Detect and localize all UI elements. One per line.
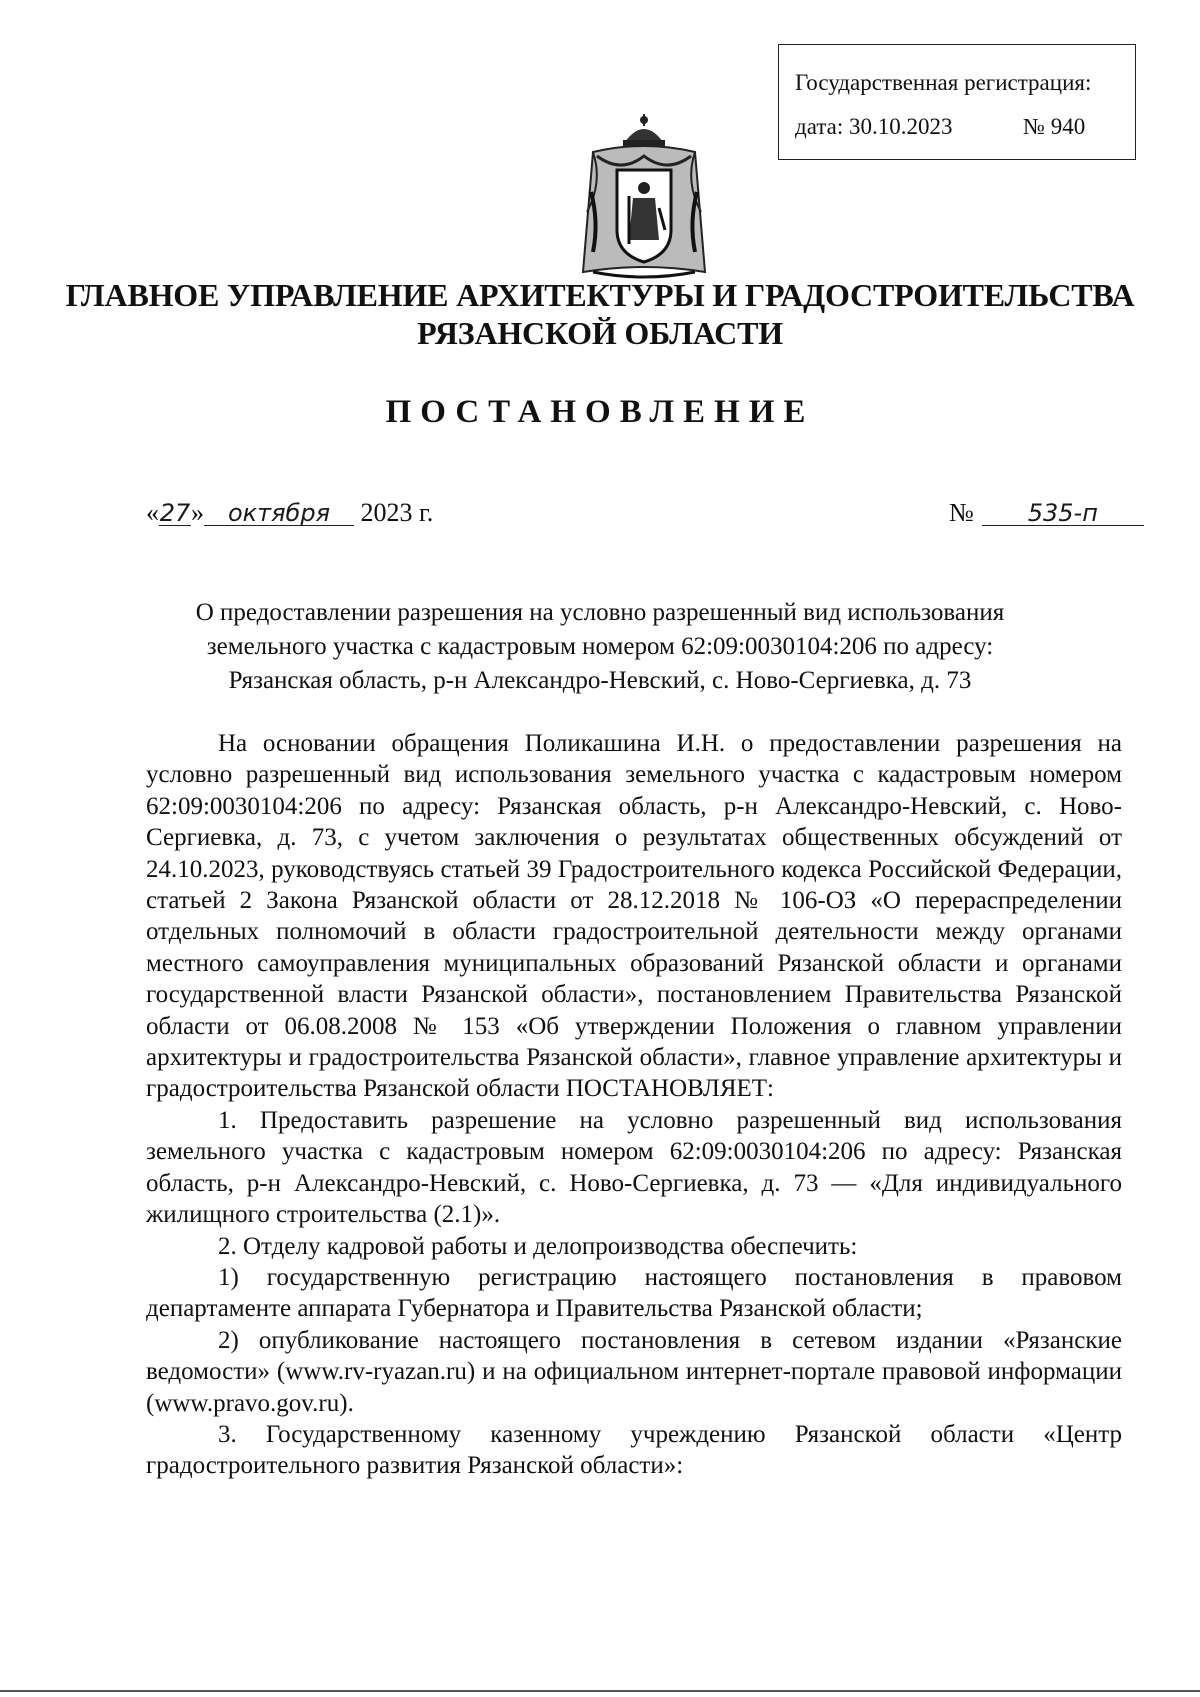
subject-line: земельного участка с кадастровым номером 62:09:0030104:206 по адресу:	[206, 633, 994, 660]
document-number-handwritten: 535-п	[982, 501, 1144, 526]
clause-3-paragraph: 3. Государственному казенному учреждению Рязанской области «Центр градостроительного развития Рязанской области»:	[146, 1420, 1122, 1480]
coat-of-arms-emblem-icon	[573, 112, 715, 282]
document-subject	[160, 596, 1040, 698]
organization-name-line-1: ГЛАВНОЕ УПРАВЛЕНИЕ АРХИТЕКТУРЫ И ГРАДОСТРОИТЕЛЬСТВА	[65, 277, 1135, 313]
date-month-handwritten: октября	[204, 501, 354, 526]
date-close-quote: »	[191, 498, 204, 527]
clause-2-2-paragraph: 2) опубликование настоящего постановления в сетевом издании «Рязанские ведомости» (www.rv-ryazan.ru) и на официальном интернет-портале правовой информации (www.pravo.gov.ru).	[146, 1326, 1122, 1417]
registration-date: дата: 30.10.2023	[795, 114, 953, 139]
registration-heading: Государственная регистрация:	[795, 70, 1092, 95]
document-body	[146, 728, 1122, 1482]
document-type-heading: ПОСТАНОВЛЕНИЕ	[385, 394, 815, 430]
document-date	[146, 498, 433, 528]
organization-name-line-2: РЯЗАНСКОЙ ОБЛАСТИ	[417, 315, 783, 351]
clause-2-paragraph: 2. Отделу кадровой работы и делопроизводства обеспечить:	[218, 1232, 858, 1260]
date-day-handwritten: 27	[159, 499, 191, 527]
registration-stamp	[778, 44, 1136, 160]
clause-2-1-paragraph: 1) государственную регистрацию настоящего постановления в правовом департаменте аппарата Губернатора и Правительства Рязанской области;	[146, 1263, 1122, 1323]
subject-line: О предоставлении разрешения на условно разрешенный вид использования	[195, 599, 1005, 626]
page-bottom-edge	[0, 1690, 1200, 1692]
document-number	[949, 498, 1144, 528]
document-number-label: №	[949, 498, 974, 527]
clause-1-paragraph: 1. Предоставить разрешение на условно разрешенный вид использования земельного участка с кадастровым номером 62:09:0030104:206 по адресу: Рязанская область, р-н Александро-Невский, с. Ново-Сергиевка, д. 73 — «Для индивидуального жилищного строительства (2.1)».	[146, 1106, 1122, 1229]
registration-number: № 940	[1023, 114, 1086, 139]
date-year: 2023 г.	[360, 498, 434, 527]
date-open-quote: «	[146, 498, 159, 527]
preamble-paragraph: На основании обращения Поликашина И.Н. о предоставлении разрешения на условно разрешенный вид использования земельного участка с кадастровым номером 62:09:0030104:206 по адресу: Рязанская область, р-н Александро-Невский, с. Ново-Сергиевка, д. 73, с учетом заключения о результатах общественных обсуждений от 24.10.2023, руководствуясь статьей 39 Градостроительного кодекса Российской Федерации, статьей 2 Закона Рязанской области от 28.12.2018 № 106-ОЗ «О перераспределении отдельных полномочий в области градостроительной деятельности между органами местного самоуправления муниципальных образований Рязанской области и органами государственной власти Рязанской области», постановлением Правительства Рязанской области от 06.08.2008 № 153 «Об утверждении Положения о главном управлении архитектуры и градостроительства Рязанской области», главное управление архитектуры и градостроительства Рязанской области ПОСТАНОВЛЯЕТ:	[146, 730, 1122, 1103]
subject-line: Рязанская область, р-н Александро-Невский, с. Ново-Сергиевка, д. 73	[228, 667, 972, 694]
